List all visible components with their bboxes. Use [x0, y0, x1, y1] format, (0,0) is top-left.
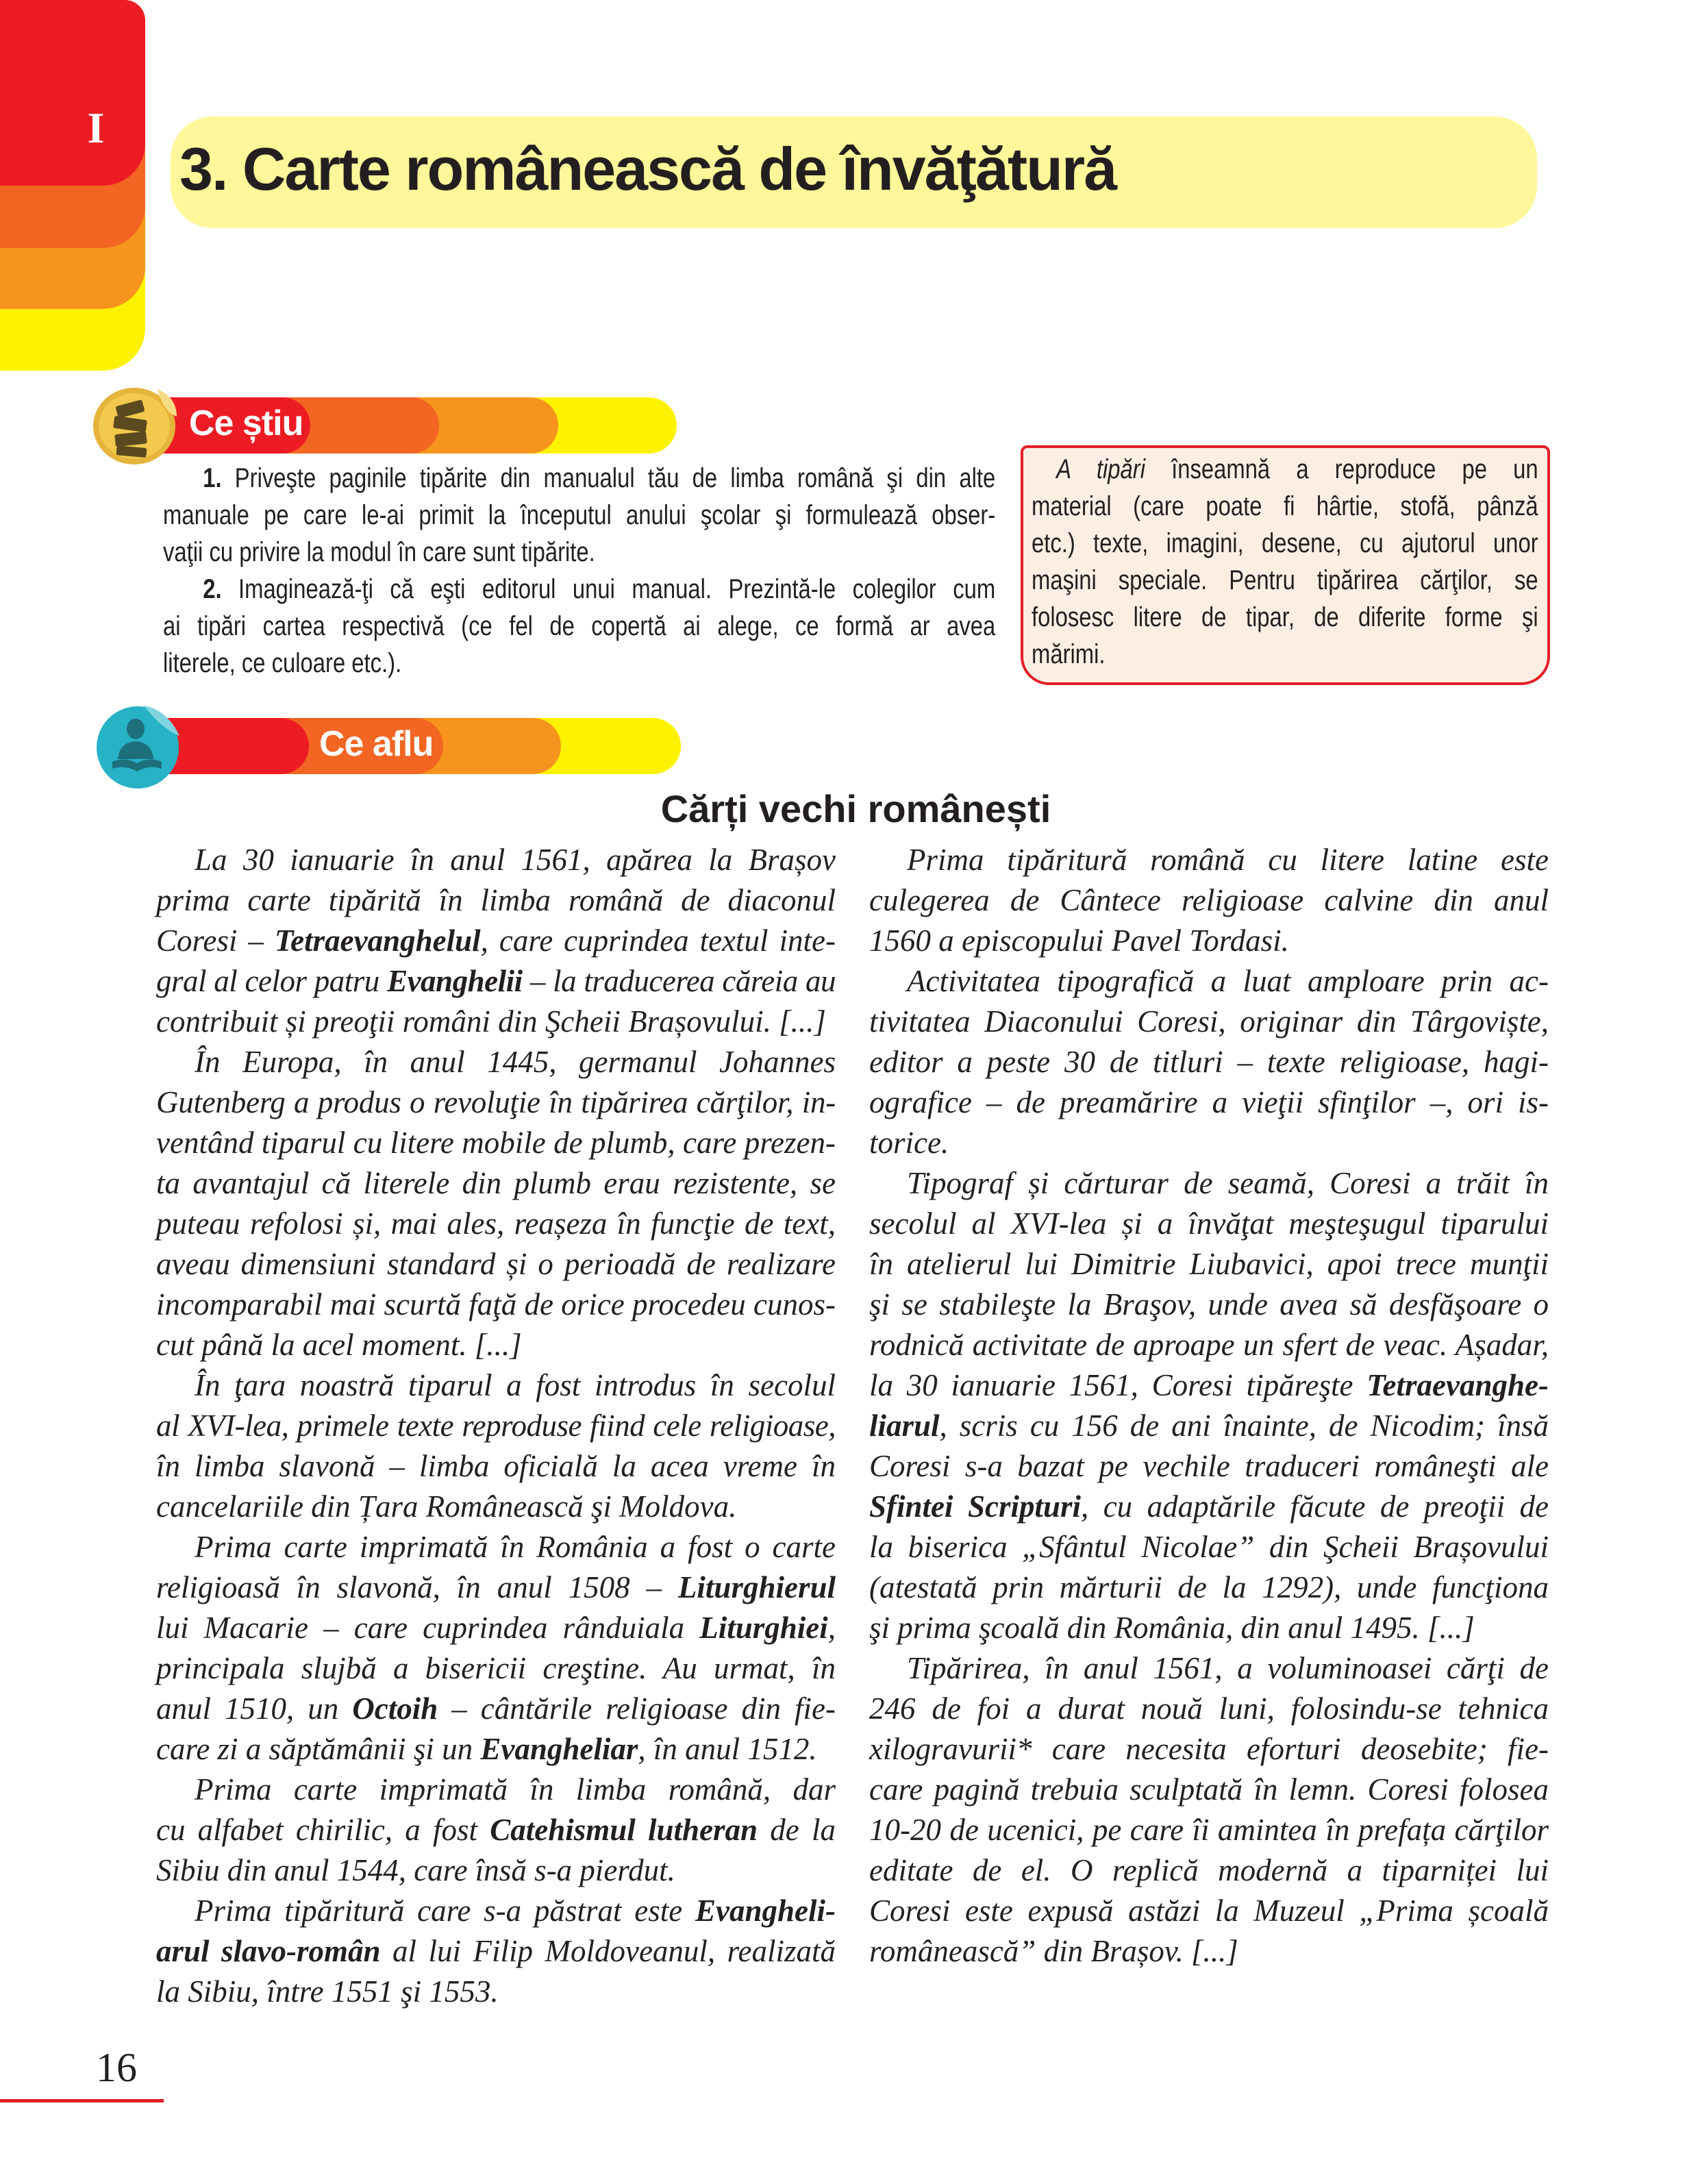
books-icon [92, 384, 182, 466]
bold-term: Sfintei Scripturi [869, 1489, 1082, 1524]
paragraph [156, 840, 836, 1042]
text-line: Coresi s-a bazat pe vechile traduceri româneşti ale [869, 1449, 1549, 1483]
bold-term: 1. [203, 463, 222, 493]
text-line: prima carte tipărită în limba română de diaconul [156, 883, 836, 917]
text-line: vaţii cu privire la modul în care sunt tipărite. [163, 537, 595, 567]
text-line: al XVI-lea, primele texte reproduse fiind cele religioase, [156, 1409, 836, 1443]
text-line: rodnică activitate de aproape un sfert de veac. Așadar, [869, 1328, 1549, 1362]
paragraph [869, 961, 1549, 1163]
text-line: aveau dimensiuni standard și o perioadă de realizare [156, 1247, 836, 1281]
paragraph [869, 840, 1549, 961]
text-line: manuale pe care le-ai primit la începutul anului şcolar şi formulează obser- [163, 500, 996, 530]
text-line: Tipărirea, în anul 1561, a voluminoasei cărţi de [907, 1651, 1549, 1685]
text-line: Prima tipăritură română cu litere latine este [907, 843, 1549, 877]
ce-aflu-bar [137, 718, 681, 774]
text-line: ventând tiparul cu litere mobile de plumb, care prezen- [156, 1126, 836, 1160]
text-line: Sibiu din anul 1544, care însă s-a pierdut. [156, 1853, 675, 1887]
text-line: Tipograf și cărturar de seamă, Coresi a trăit în [907, 1166, 1549, 1200]
bold-term: Tetraevanghe- [1366, 1368, 1549, 1402]
text-line: şi se stabileşte la Braşov, unde avea să desfăşoare o [869, 1287, 1549, 1321]
article-column-right [869, 840, 1549, 1972]
ce-stiu-label: Ce știu [189, 404, 303, 443]
text-line: Prima tipăritură care s-a păstrat este Evangheli- [195, 1894, 836, 1928]
text-line: cancelariile din Țara Românească şi Moldova. [156, 1489, 737, 1524]
page-number-rule [0, 2099, 164, 2102]
text-line: în atelierul lui Dimitrie Liubavici, apoi trece munţii [869, 1247, 1549, 1281]
text-line: În Europa, în anul 1445, germanul Johannes [195, 1045, 836, 1079]
text-line: xilogravurii* care necesita eforturi deosebite; fie- [869, 1732, 1549, 1766]
bold-term: Liturghiei [699, 1611, 828, 1645]
paragraph [869, 1648, 1549, 1972]
text-line: maşini speciale. Pentru tipărirea cărţilor, se [1032, 565, 1538, 595]
bold-term: liarul [869, 1409, 940, 1443]
text-line: 10-20 de ucenici, pe care îi amintea în prefața cărţilor [869, 1813, 1549, 1847]
paragraph [156, 1365, 836, 1527]
text-line: 2. Imaginează-ţi că eşti editorul unui manual. Prezintă-le colegilor cum [203, 574, 996, 604]
text-line: contribuit și preoţii români din Şcheii Brașovului. [...] [156, 1004, 826, 1039]
text-line: În ţara noastră tiparul a fost introdus în secolul [195, 1368, 836, 1402]
text-line: Activitatea tipografică a luat amploare prin ac- [907, 964, 1549, 998]
text-line: şi prima şcoală din România, din anul 1495. [...] [869, 1611, 1475, 1645]
paragraph [163, 571, 995, 682]
text-line: cu alfabet chirilic, a fost Catehismul lutheran de la [156, 1813, 836, 1847]
text-line: ai tipări cartea respectivă (ce fel de copertă ai alege, ce formă ar avea [163, 611, 996, 641]
text-line: incomparabil mai scurtă faţă de orice procedeu cunos- [156, 1287, 836, 1321]
ce-stiu-bar [137, 397, 677, 454]
text-line: editate de el. O replică modernă a tiparniței lui [869, 1853, 1549, 1887]
text-line: puteau refolosi și, mai ales, reașeza în funcţie de text, [156, 1206, 836, 1241]
text-line: secolul al XVI-lea și a învăţat meşteşugul tiparului [869, 1206, 1549, 1241]
bold-term: Catehismul lutheran [490, 1813, 758, 1847]
bold-term: Evangheli- [695, 1894, 836, 1928]
text-line: folosesc litere de tipar, de diferite forme şi [1032, 602, 1538, 632]
text-line: (atestată prin mărturii de la 1292), unde funcţiona [869, 1570, 1549, 1604]
text-line: literele, ce culoare etc.). [163, 648, 402, 678]
text-line: la biserica „Sfântul Nicolae” din Şcheii Brașovului [869, 1530, 1549, 1564]
text-line: etc.) texte, imagini, desene, cu ajutorul unor [1032, 528, 1538, 558]
paragraph [869, 1163, 1549, 1648]
page-number: 16 [96, 2045, 137, 2090]
chapter-tab-red [0, 0, 145, 186]
text-line: material (care poate fi hârtie, stofă, pânză [1032, 491, 1538, 521]
italic-term: A tipări [1056, 454, 1145, 484]
text-line: românească” din Brașov. [...] [869, 1934, 1238, 1968]
text-line: mărimi. [1032, 639, 1106, 669]
paragraph [163, 460, 995, 571]
text-line: 1560 a episcopului Pavel Tordasi. [869, 923, 1289, 958]
article-heading: Cărți vechi românești [660, 787, 1051, 830]
text-line: La 30 ianuarie în anul 1561, apărea la Brașov [195, 843, 836, 877]
bold-term: Evanghelii [387, 964, 523, 998]
text-line: la Sibiu, între 1551 şi 1553. [156, 1974, 499, 2009]
text-line: Sfintei Scripturi, cu adaptările făcute de preoţii de [869, 1489, 1549, 1524]
text-line: lui Macarie – care cuprindea rânduiala Liturghiei, [156, 1611, 836, 1645]
paragraph [156, 1042, 836, 1365]
text-line: religioasă în slavonă, în anul 1508 – Liturghierul [156, 1570, 836, 1604]
text-line: ografice – de preamărire a vieţii sfinţilor –, ori is- [869, 1085, 1549, 1119]
article-column-left [156, 840, 836, 2012]
bold-term: arul slavo-român [156, 1934, 381, 1968]
text-line: principala slujbă a bisericii creştine. Au urmat, în [156, 1651, 836, 1685]
paragraph [156, 1527, 836, 1770]
bold-term: Liturghierul [677, 1570, 836, 1604]
ce-aflu-label: Ce aflu [319, 724, 434, 764]
definition-text [1032, 451, 1538, 673]
text-line: culegerea de Cântece religioase calvine din anul [869, 883, 1549, 917]
chapter-number: I [87, 103, 105, 152]
text-line: tivitatea Diaconului Coresi, originar din Târgoviște, [869, 1004, 1549, 1039]
text-line: la 30 ianuarie 1561, Coresi tipăreşte Tetraevanghe- [869, 1368, 1549, 1402]
ce-stiu-questions [163, 460, 995, 682]
text-line: Prima carte imprimată în România a fost o carte [195, 1530, 836, 1564]
text-line: Gutenberg a produs o revoluţie în tipărirea cărţilor, in- [156, 1085, 836, 1119]
paragraph [156, 1891, 836, 2012]
text-line: 246 de foi a durat nouă luni, folosindu-se tehnica [869, 1691, 1549, 1726]
paragraph [1032, 451, 1538, 673]
text-line: anul 1510, un Octoih – cântările religioase din fie- [156, 1691, 836, 1726]
text-line: Coresi – Tetraevanghelul, care cuprindea textul inte- [156, 923, 836, 958]
reader-icon [96, 706, 181, 789]
bold-term: Evangheliar [480, 1732, 638, 1766]
text-line: care pagină trebuia sculptată în lemn. Coresi folosea [869, 1772, 1549, 1807]
bold-term: Tetraevanghelul [274, 923, 481, 958]
bold-term: Octoih [352, 1691, 438, 1726]
text-line: 1. Priveşte paginile tipărite din manualul tău de limba română şi din alte [203, 463, 996, 493]
paragraph [156, 1770, 836, 1891]
text-line: arul slavo-român al lui Filip Moldoveanul, realizată [156, 1934, 836, 1968]
text-line: Prima carte imprimată în limba română, dar [195, 1772, 836, 1807]
text-line: liarul, scris cu 156 de ani înainte, de Nicodim; însă [869, 1409, 1549, 1443]
text-line: cut până la acel moment. [...] [156, 1328, 522, 1362]
page-title: 3. Carte românească de învăţătură [179, 135, 1116, 203]
text-line: în limba slavonă – limba oficială la acea vreme în [156, 1449, 836, 1483]
text-line: A tipări înseamnă a reproduce pe un [1056, 454, 1538, 484]
text-line: Coresi este expusă astăzi la Muzeul „Prima școală [869, 1894, 1549, 1928]
text-line: care zi a săptămânii şi un Evangheliar, în anul 1512. [156, 1732, 817, 1766]
text-line: gral al celor patru Evanghelii – la traducerea căreia au [156, 964, 836, 998]
text-line: editor a peste 30 de titluri – texte religioase, hagi- [869, 1045, 1549, 1079]
bold-term: 2. [203, 574, 222, 604]
text-line: ta avantajul că literele din plumb erau rezistente, se [156, 1166, 836, 1200]
text-line: torice. [869, 1126, 949, 1160]
